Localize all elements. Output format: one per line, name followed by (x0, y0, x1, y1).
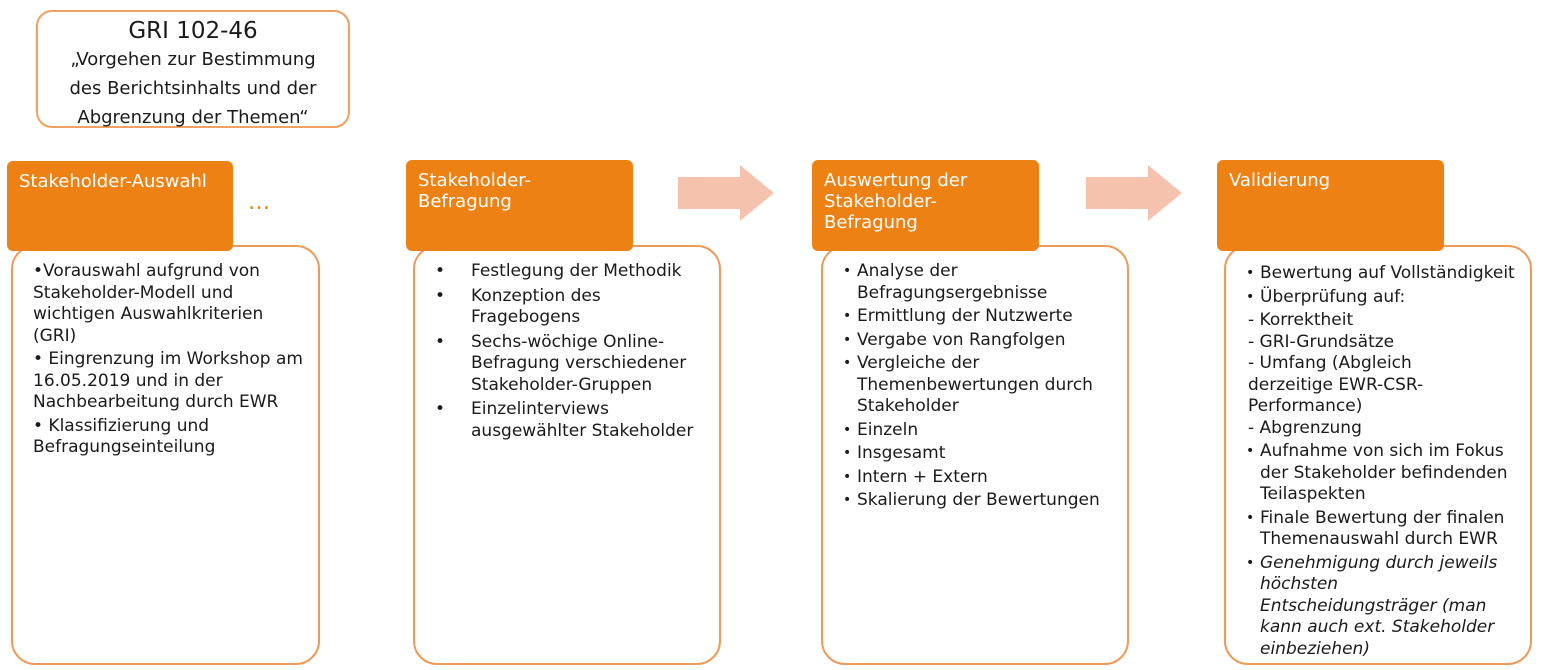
step-3-item: • Intern + Extern (843, 466, 988, 487)
step-2-item: • Konzeption des Fragebogens (435, 285, 601, 327)
step-2-item: • Einzelinterviews ausgewählter Stakeholder (435, 399, 694, 441)
title-line-3: Abgrenzung der Themen“ (77, 107, 309, 128)
step-4-header-label: Validierung (1229, 170, 1331, 191)
title-code: GRI 102-46 (128, 18, 258, 44)
step-3-item: • Insgesamt (843, 443, 946, 463)
step-4-item: • Bewertung auf Vollständigkeit (1246, 263, 1515, 283)
step-4-subitem: - GRI-Grundsätze (1248, 331, 1395, 352)
step-1-item: • Klassifizierung und Befragungseinteilung (33, 415, 216, 457)
step-1-box (11, 245, 320, 665)
step-1-header-label: Stakeholder-Auswahl (19, 171, 207, 192)
step-4-box (1224, 245, 1532, 665)
step-2-item: • Festlegung der Methodik (435, 261, 682, 281)
title-line-1: „Vorgehen zur Bestimmung (70, 49, 316, 70)
step-3-item: • Vergleiche der Themenbewertungen durch Stakeholder (843, 353, 1093, 416)
step-3-item: • Skalierung der Bewertungen (843, 490, 1100, 510)
step-2-item: • Sechs-wöchige Online-Befragung verschiedener Stakeholder-Gruppen (435, 331, 687, 395)
step-3-item: • Ermittlung der Nutzwerte (843, 306, 1073, 326)
arrow-step2-to-step3 (678, 165, 778, 225)
step-2-header-label: Stakeholder-Befragung (418, 170, 532, 212)
title-line-2: des Berichtsinhalts und der (69, 78, 317, 99)
step-2-header (406, 160, 633, 251)
arrow-step3-to-step4 (1086, 165, 1186, 225)
step-4-header (1217, 160, 1444, 251)
step-4-item: • Aufnahme von sich im Fokus der Stakeholder befindenden Teilaspekten (1246, 441, 1508, 504)
title-box (36, 10, 350, 128)
step-1-item: • Eingrenzung im Workshop am 16.05.2019 und in der Nachbearbeitung durch EWR (33, 349, 303, 412)
step-3-item: • Einzeln (843, 419, 919, 440)
step-4-item: • Überprüfung auf: (1246, 286, 1406, 307)
step-4-item: • Finale Bewertung der finalen Themenauswahl durch EWR (1246, 507, 1505, 549)
step-3-header (812, 160, 1039, 251)
step-3-box (821, 245, 1129, 665)
step-4-subitem: - Korrektheit (1248, 310, 1354, 330)
ellipsis: … (248, 190, 271, 215)
step-1-item: •Vorauswahl aufgrund von Stakeholder-Modell und wichtigen Auswahlkriterien (GRI) (33, 261, 264, 346)
step-3-item: • Analyse der Befragungsergebnisse (843, 261, 1048, 303)
step-4-subitem: - Abgrenzung (1248, 417, 1362, 438)
step-4-item-italic: • Genehmigung durch jeweils höchsten Entscheidungsträger (man kann auch ext. Stakeholder einbeziehen) (1246, 552, 1498, 659)
step-2-box (413, 245, 721, 665)
step-3-header-label: Auswertung der Stakeholder-Befragung (824, 170, 968, 233)
step-4-subitem: - Umfang (Abgleich derzeitige EWR-CSR-Performance) (1248, 353, 1424, 416)
step-1-header (7, 161, 233, 251)
step-3-item: • Vergabe von Rangfolgen (843, 329, 1066, 350)
